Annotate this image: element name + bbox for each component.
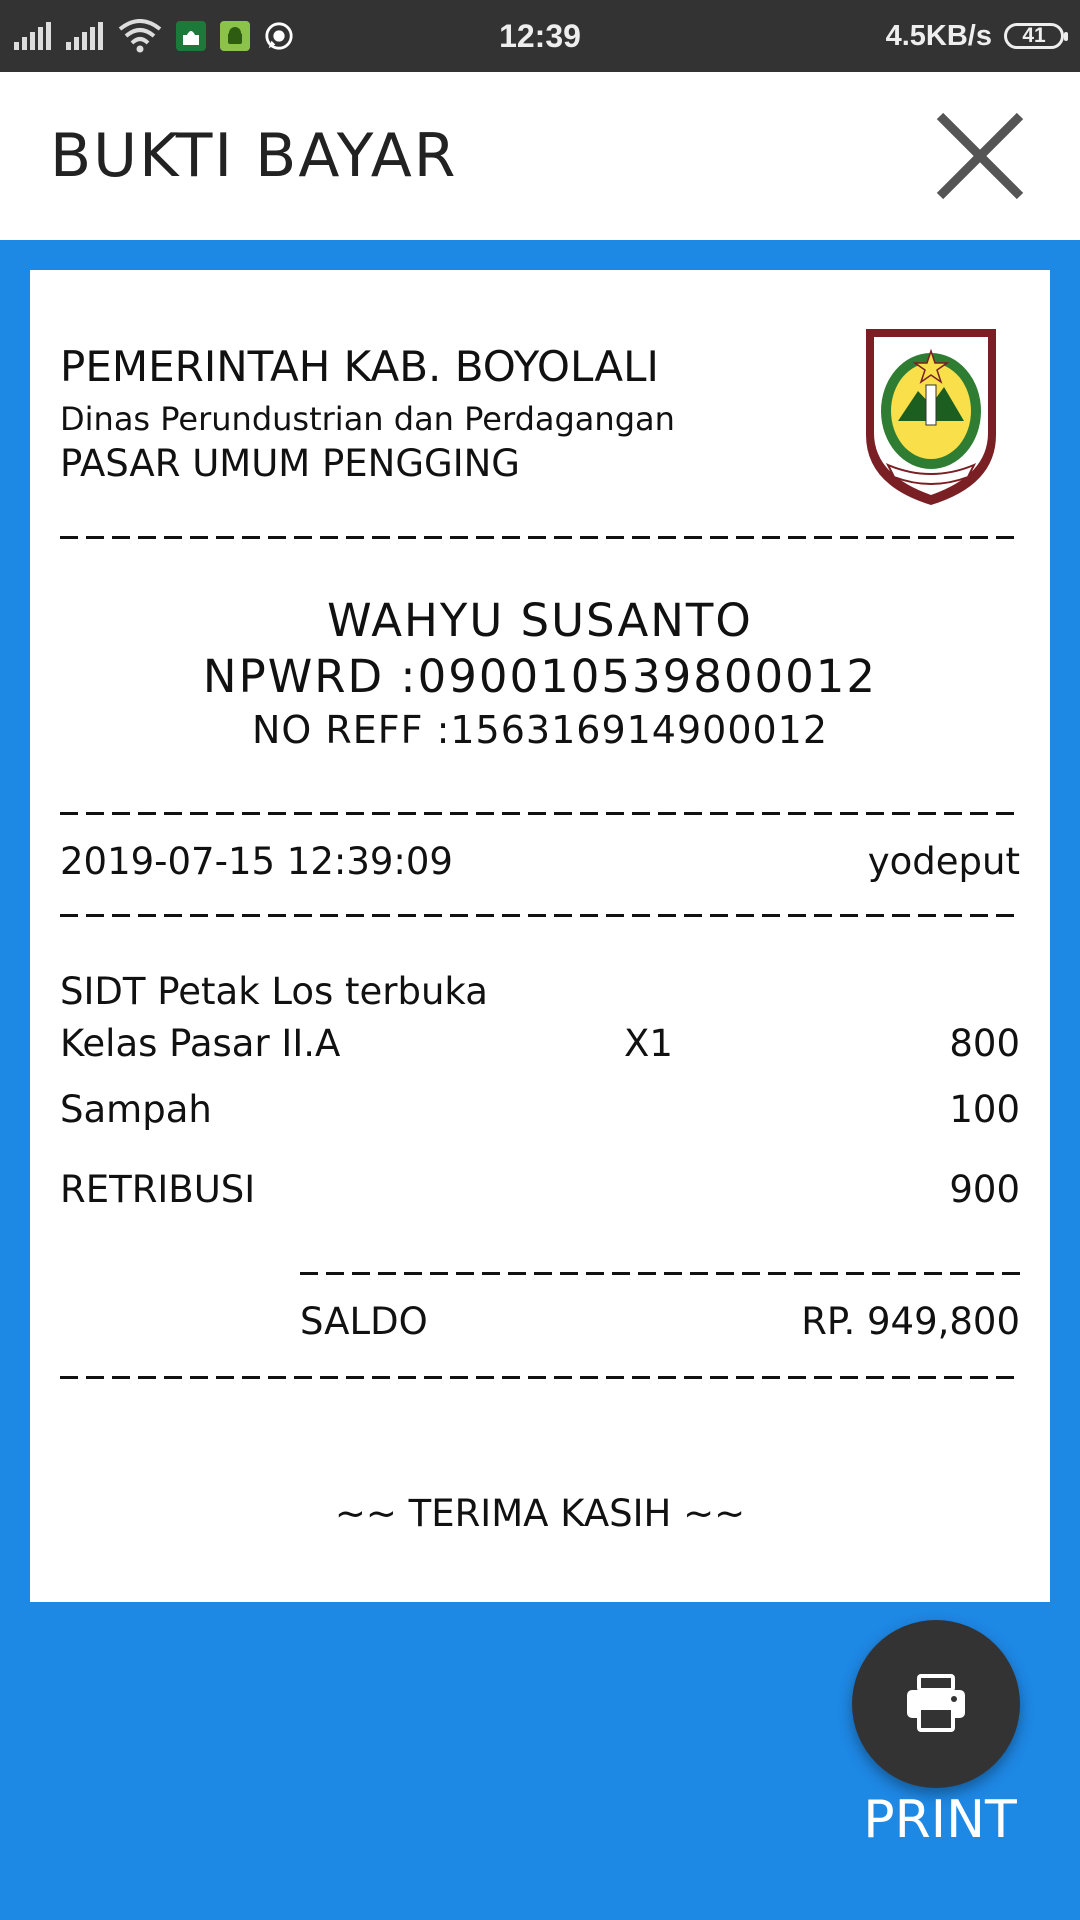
retribusi-label: RETRIBUSI [60, 1168, 256, 1211]
net-speed: 4.5KB/s [885, 19, 992, 52]
receipt-header-line3: PASAR UMUM PENGGING [60, 442, 520, 485]
npwrd: NPWRD :090010539800012 [202, 650, 878, 703]
customer-name: WAHYU SUSANTO [327, 594, 753, 647]
divider [60, 1376, 1020, 1379]
item-description-line1: SIDT Petak Los terbuka [60, 970, 488, 1013]
battery-level: 41 [1022, 24, 1046, 47]
saldo-amount: RP. 949,800 [801, 1300, 1020, 1343]
divider [300, 1272, 1020, 1275]
close-button[interactable] [934, 110, 1026, 202]
transaction-datetime: 2019-07-15 12:39:09 [60, 840, 453, 883]
divider [60, 914, 1020, 917]
cashier-user: yodeput [867, 840, 1020, 883]
sampah-label: Sampah [60, 1088, 212, 1131]
item-quantity: X1 [624, 1022, 673, 1065]
divider [60, 812, 1020, 815]
status-time: 12:39 [499, 18, 581, 54]
battery-icon [1004, 23, 1064, 49]
page-title: BUKTI BAYAR [50, 121, 458, 191]
retribusi-amount: 900 [949, 1168, 1020, 1211]
printer-icon [904, 1674, 968, 1734]
divider [60, 536, 1020, 539]
print-label: PRINT [863, 1790, 1017, 1850]
status-bar [0, 0, 1080, 72]
status-right [886, 0, 1064, 72]
receipt-header-line2: Dinas Perundustrian dan Perdagangan [60, 400, 675, 438]
close-icon [934, 110, 1026, 202]
saldo-label: SALDO [300, 1300, 428, 1343]
receipt-card [30, 270, 1050, 1602]
receipt-header-line1: PEMERINTAH KAB. BOYOLALI [60, 342, 659, 391]
app-bar [0, 72, 1080, 240]
sampah-amount: 100 [949, 1088, 1020, 1131]
item-description-line2: Kelas Pasar II.A [60, 1022, 341, 1065]
thank-you-footer: ~~ TERIMA KASIH ~~ [334, 1492, 746, 1535]
regency-logo [862, 325, 1000, 509]
no-reff: NO REFF :156316914900012 [251, 708, 829, 752]
print-button[interactable] [852, 1620, 1020, 1788]
item-amount: 800 [949, 1022, 1020, 1065]
